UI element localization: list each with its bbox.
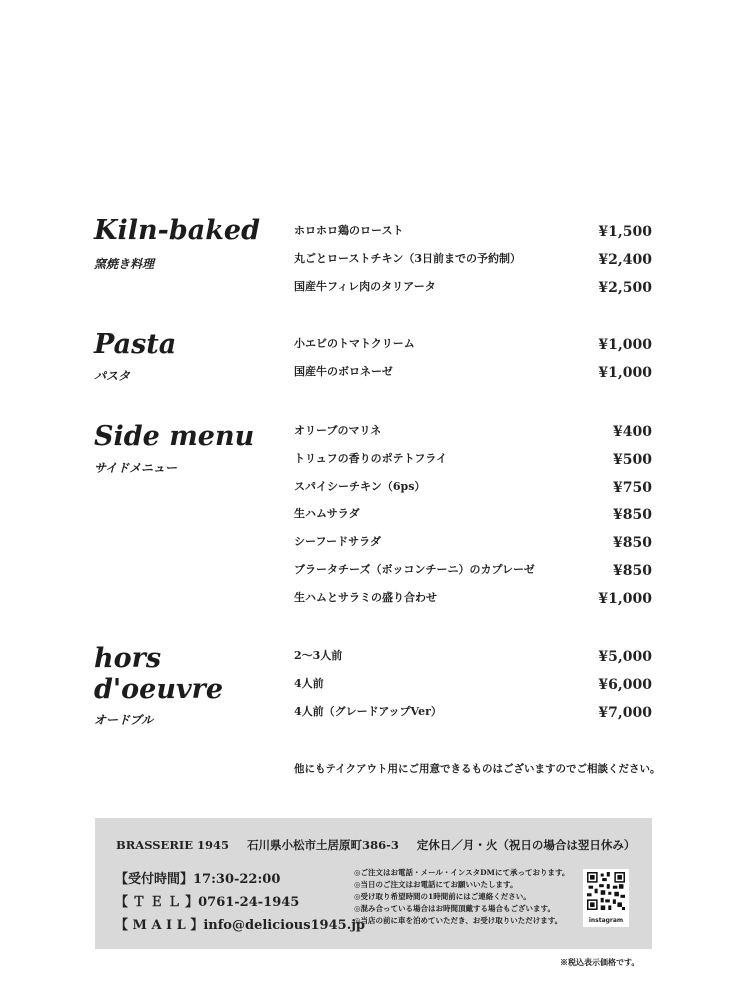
item-price: ¥750 xyxy=(613,479,652,496)
item-price: ¥2,400 xyxy=(598,251,652,268)
contact-label: 【受付時間】 xyxy=(115,872,194,887)
item-name: 小エビのトマトクリーム xyxy=(294,337,415,350)
holiday: 定休日／月・火（祝日の場合は翌日休み） xyxy=(416,838,636,852)
contact-tel xyxy=(115,891,365,914)
takeout-note: 他にもテイクアウト用にご用意できるものはございますのでご相談ください。 xyxy=(294,763,661,775)
menu-item xyxy=(294,560,652,588)
contact-list xyxy=(115,868,365,937)
contact-mail xyxy=(115,914,365,937)
notice-item: ◎混み合っている場合はお時間頂戴する場合もございます。 xyxy=(354,904,555,913)
item-price: ¥400 xyxy=(613,424,652,440)
item-price: ¥850 xyxy=(613,562,652,579)
menu-item xyxy=(294,702,652,730)
item-name: 4人前 xyxy=(294,676,324,690)
menu-item xyxy=(294,588,652,616)
notice-item: ◎ご注文はお電話・メール・インスタDMにて承っております。 xyxy=(354,868,570,877)
notice-item: ◎当日のご注文はお電話にてお願いいたします。 xyxy=(354,880,518,889)
item-name: 国産牛フィレ肉のタリアータ xyxy=(294,279,436,293)
section-title: Pasta xyxy=(94,329,177,360)
item-price: ¥5,000 xyxy=(598,649,652,665)
item-name: 生ハムサラダ xyxy=(294,507,360,521)
item-price: ¥850 xyxy=(613,535,652,552)
instagram-qr[interactable] xyxy=(583,869,629,927)
notice-item: ◎当店の前に車を泊めていただき、お受け取りいただけます。 xyxy=(354,916,563,925)
menu-item xyxy=(294,277,652,305)
footer-header xyxy=(116,837,635,853)
qr-label: instagram xyxy=(588,917,624,924)
section-items xyxy=(294,421,652,616)
item-name: オリーブのマリネ xyxy=(294,424,382,437)
section-title: hors d'oeuvre xyxy=(94,643,224,705)
address: 石川県小松市土居原町386-3 xyxy=(247,838,399,852)
item-price: ¥1,500 xyxy=(598,224,652,240)
item-name: 4人前（グレードアップVer） xyxy=(294,704,442,718)
menu-item xyxy=(294,674,652,702)
menu-item xyxy=(294,477,652,505)
section-items xyxy=(294,221,652,304)
section-subtitle: サイドメニュー xyxy=(94,461,178,475)
item-name: シーフードサラダ xyxy=(294,535,382,549)
menu-item xyxy=(294,421,652,449)
item-name: 丸ごとローストチキン（3日前までの予約制） xyxy=(294,251,521,265)
item-name: 生ハムとサラミの盛り合わせ xyxy=(294,590,437,604)
contact-hours xyxy=(115,868,365,891)
item-name: トリュフの香りのポテトフライ xyxy=(294,451,448,465)
menu-item xyxy=(294,646,652,674)
item-name: スパイシーチキン（6ps） xyxy=(294,479,426,493)
menu-item xyxy=(294,334,652,362)
item-price: ¥1,000 xyxy=(598,337,652,353)
item-price: ¥500 xyxy=(613,451,652,468)
menu-item xyxy=(294,362,652,390)
section-title: Side menu xyxy=(94,421,255,452)
tax-note: ※税込表示価格です。 xyxy=(560,957,640,967)
item-price: ¥2,500 xyxy=(598,279,652,296)
menu-item xyxy=(294,249,652,277)
contact-value[interactable]: info@delicious1945.jp xyxy=(203,918,366,933)
menu-item xyxy=(294,449,652,477)
footer-info-box xyxy=(95,818,652,949)
section-subtitle: オードブル xyxy=(94,713,154,727)
contact-label: 【 Ｔ Ｅ Ｌ 】 xyxy=(115,895,199,910)
contact-label: 【 M A I L 】 xyxy=(115,918,204,933)
section-subtitle: 窯焼き料理 xyxy=(94,257,155,271)
item-price: ¥1,000 xyxy=(598,364,652,381)
item-name: 2〜3人前 xyxy=(294,649,343,662)
item-price: ¥850 xyxy=(613,507,652,524)
section-subtitle: パスタ xyxy=(94,369,131,383)
contact-value: 17:30-22:00 xyxy=(193,872,281,887)
section-items xyxy=(294,646,652,729)
notice-item: ◎受け取り希望時間の1時間前にはご連絡ください。 xyxy=(354,892,531,901)
item-name: 国産牛のボロネーゼ xyxy=(294,364,393,378)
item-name: ホロホロ鶏のロースト xyxy=(294,224,404,237)
item-price: ¥7,000 xyxy=(598,704,652,721)
item-name: ブラータチーズ（ボッコンチーニ）のカプレーゼ xyxy=(294,562,535,576)
qr-code-icon xyxy=(587,872,625,910)
menu-item xyxy=(294,532,652,560)
item-price: ¥6,000 xyxy=(598,676,652,693)
section-items xyxy=(294,334,652,390)
menu-item xyxy=(294,504,652,532)
order-notices xyxy=(354,867,569,927)
section-title: Kiln-baked xyxy=(94,215,260,246)
item-price: ¥1,000 xyxy=(598,590,652,607)
brand-name: BRASSERIE 1945 xyxy=(116,838,230,852)
menu-item xyxy=(294,221,652,249)
contact-value[interactable]: 0761-24-1945 xyxy=(198,895,300,910)
